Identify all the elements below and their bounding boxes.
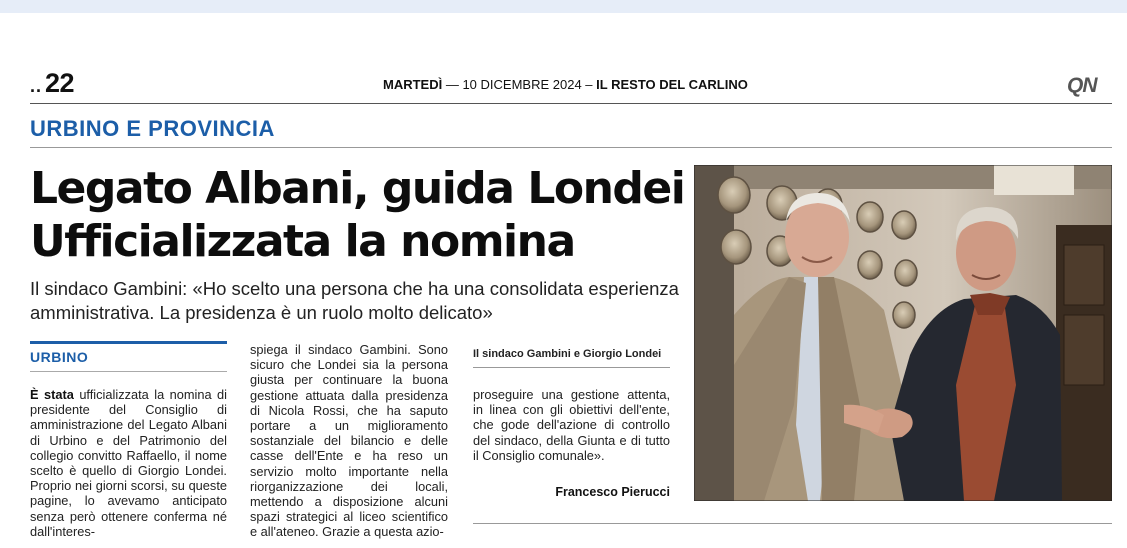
section-title: URBINO E PROVINCIA	[30, 116, 275, 141]
headline-line-1: Legato Albani, guida Londei	[30, 163, 685, 214]
headline	[30, 162, 690, 268]
lead-bold: È stata	[30, 387, 74, 402]
page-number-value: 22	[45, 68, 75, 98]
location-top-rule	[30, 341, 227, 344]
section-rule	[30, 147, 1112, 148]
article-column-3: proseguire una gestione attenta, in linea con gli obiettivi dell'ente, che gode dell'azione di controllo del sindaco, della Giunta e di tutto il Consiglio comunale».	[473, 387, 670, 463]
photo-caption: Il sindaco Gambini e Giorgio Londei	[473, 348, 662, 360]
headline-line-2: Ufficializzata la nomina	[30, 216, 575, 267]
article-photo	[694, 165, 1112, 501]
bottom-rule	[473, 523, 1112, 524]
article-column-1-text: ufficializzata la nomina di presidente del Consiglio di amministrazione del Legato Albani di Urbino e del Patrimonio del collegio convitto Raffaello, il nome scelto è quello di Giorgio Londei. Proprio nei giorni scorsi, su queste pagine, lo avevamo anticipato senza però ottenere conferma né dall'interes-	[30, 387, 228, 539]
location-bottom-rule	[30, 371, 227, 372]
page-number-dots: ..	[30, 76, 43, 96]
dateline: MARTEDÌ — 10 DICEMBRE 2024 – IL RESTO DEL CARLINO	[383, 77, 748, 92]
page-number	[30, 68, 74, 99]
subheadline: Il sindaco Gambini: «Ho scelto una persona che ha una consolidata esperienza amministrativa. La presidenza è un ruolo molto delicato»	[30, 278, 679, 323]
dateline-day: MARTEDÌ	[383, 77, 443, 92]
caption-rule	[473, 367, 670, 368]
dateline-date: 10 DICEMBRE 2024	[462, 77, 582, 92]
dateline-newspaper: IL RESTO DEL CARLINO	[596, 77, 748, 92]
location-label: URBINO	[30, 349, 89, 365]
header-rule	[30, 103, 1112, 104]
article-column-1	[30, 387, 227, 539]
qn-logo: QN	[1067, 74, 1097, 97]
article-column-2: spiega il sindaco Gambini. Sono sicuro che Londei sia la persona giusta per continuare la buona gestione attuata dalla presidenza di Nicola Rossi, che ha saputo portare a un miglioramento sostanziale del bilancio e delle casse dell'Ente e ha reso un servizio molto importante nella riorganizzazione dei locali, mettendo a disposizione alcuni spazi strategici al liceo scientifico e all'ateneo. Grazie a questa azio-	[250, 342, 448, 540]
browser-top-band	[0, 0, 1127, 13]
author-byline: Francesco Pierucci	[555, 485, 670, 499]
